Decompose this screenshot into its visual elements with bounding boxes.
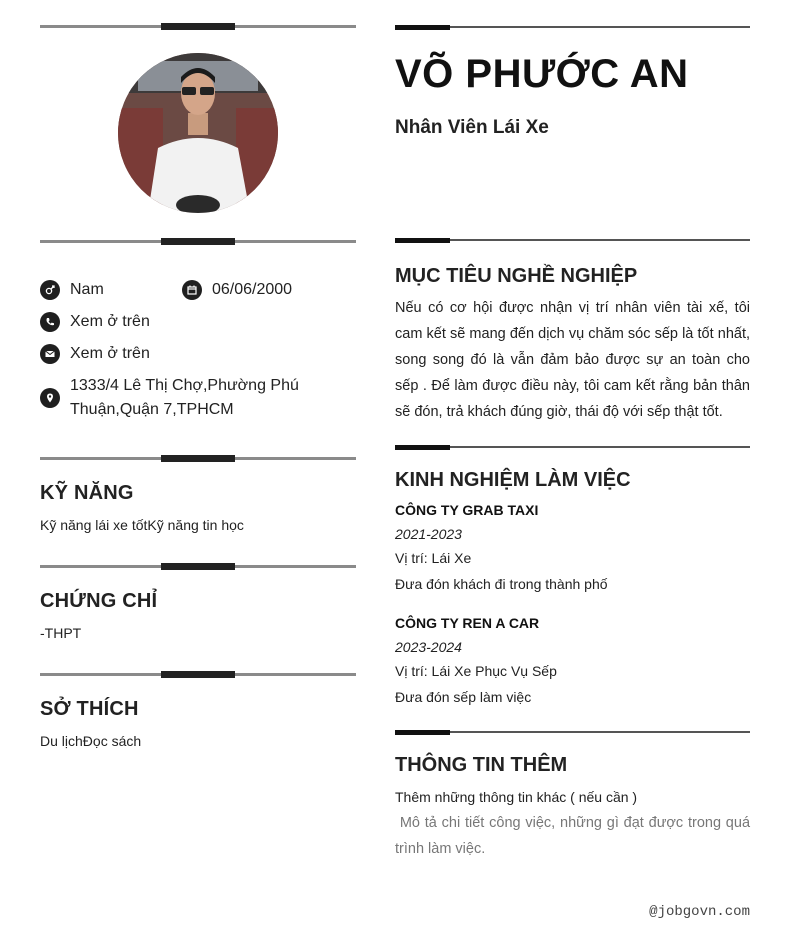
job-position: Vị trí: Lái Xe Phục Vụ Sếp [395,663,557,679]
phone-icon [40,312,60,332]
divider [40,455,356,462]
gender-row [40,278,104,302]
location-pin-icon [40,388,60,408]
gender-value: Nam [70,281,104,298]
job-period: 2023-2024 [395,639,462,655]
avatar [118,53,278,213]
extra-description: Mô tả chi tiết công việc, những gì đạt được trong quá trình làm việc. [395,815,755,857]
certificates-title: CHỨNG CHỈ [40,590,158,612]
calendar-icon [182,280,202,300]
gender-icon [40,280,60,300]
mail-icon [40,344,60,364]
job-description: Đưa đón sếp làm việc [395,689,532,705]
experience-title: KINH NGHIỆM LÀM VIỆC [395,469,631,491]
job-description: Đưa đón khách đi trong thành phố [395,576,608,592]
hobbies-text: Du lịchĐọc sách [40,733,142,749]
objective-title: MỤC TIÊU NGHỀ NGHIỆP [395,265,638,287]
extra-title: THÔNG TIN THÊM [395,754,568,776]
job-period: 2021-2023 [395,526,462,542]
job-company: CÔNG TY GRAB TAXI [395,502,539,518]
divider [40,563,356,570]
hobbies-title: SỞ THÍCH [40,698,139,720]
job-title: Nhân Viên Lái Xe [395,117,549,138]
phone-value: Xem ở trên [70,313,150,330]
divider [40,238,356,245]
job-company: CÔNG TY REN A CAR [395,615,540,631]
divider [40,671,356,678]
footer-credit: @jobgovn.com [649,904,750,920]
skills-text: Kỹ năng lái xe tốtKỹ năng tin học [40,517,244,533]
email-value: Xem ở trên [70,345,150,362]
extra-line: Thêm những thông tin khác ( nếu cần ) [395,789,638,805]
divider [40,23,356,30]
certificates-text: -THPT [40,625,82,641]
divider [395,25,750,30]
skills-title: KỸ NĂNG [40,482,134,504]
job-position: Vị trí: Lái Xe [395,550,472,566]
divider [395,238,750,243]
objective-text: Nếu có cơ hội được nhận vị trí nhân viên tài xế, tôi cam kết sẽ mang đến dịch vụ chăm sóc sếp là tốt nhất, song song đó là vẫn đảm bảo được sự an toàn cho sếp . Để làm được điều này, tôi cam kết rằng bản thân sẽ đón, trả khách đúng giờ, thái độ với sếp thật tốt. [395,300,750,420]
birthdate-value: 06/06/2000 [212,281,293,298]
address-value [70,374,299,422]
phone-row [40,310,150,334]
candidate-name: VÕ PHƯỚC AN [395,52,689,96]
address-line-1: 1333/4 Lê Thị Chợ,Phường Phú [70,377,299,394]
avatar-photo [118,53,278,213]
divider [395,730,750,735]
email-row [40,342,150,366]
divider [395,445,750,450]
address-row [40,374,330,422]
birthdate-row [182,278,292,302]
address-line-2: Thuận,Quận 7,TPHCM [70,401,234,418]
